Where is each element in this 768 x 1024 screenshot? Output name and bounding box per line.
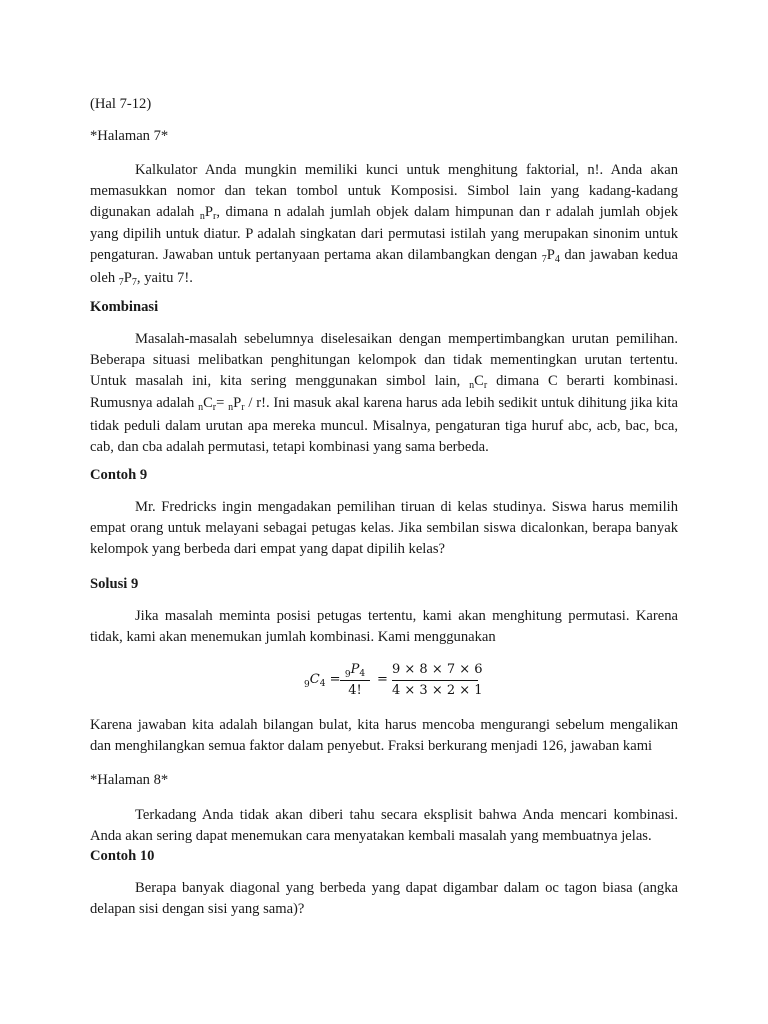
formula-equals: =: [377, 672, 388, 687]
section-heading-solusi-9: Solusi 9: [90, 576, 139, 592]
intro-paragraph: Kalkulator Anda mungkin memiliki kunci untuk menghitung faktorial, n!. Anda akan memasukkan nomor dan tekan tombol untuk Komposisi. Simbol lain yang kadang-kadang digunakan adalah $_nP_r$, dimana n adalah jumlah objek dalam himpunan dan r adalah jumlah objek yang dipilih untuk diatur. P adalah singkatan dari permutasi istilah yang merupakan sinonim untuk pengaturan. Jawaban untuk pertanyaan pertama akan dilambangkan dengan $_7P_4$ dan jawaban kedua oleh $_7P_7$, yaitu 7!.: [90, 162, 678, 288]
formula-fraction-permutation: $\frac{_9P_4}{4!}$: [340, 660, 370, 701]
formula-lhs: $_9C_4$ =: [304, 672, 341, 690]
7p7-symbol-prefix: 7: [118, 276, 124, 288]
solusi-9-paragraph: Jika masalah meminta posisi petugas tertentu, kami akan menghitung permutasi. Karena tidak, kami akan menemukan jumlah kombinasi. Kami menggunakan: [90, 608, 678, 645]
npr-symbol-prefix: n: [199, 210, 205, 222]
7p4-symbol-prefix: 7: [541, 254, 547, 266]
page-range: (Hal 7-12): [90, 96, 152, 112]
page-8-paragraph: Terkadang Anda tidak akan diberi tahu secara eksplisit bahwa Anda mencari kombinasi. Anda akan sering dapat menemukan cara menyatakan kembali masalah yang membuatnya jelas.: [90, 807, 678, 844]
formula-fraction-product: $\frac{9 \times 8 \times 7 \times 6}{4 \times 3 \times 2 \times 1}$: [392, 662, 483, 698]
solusi-9-after-formula: Karena jawaban kita adalah bilangan bulat, kita harus mencoba mengurangi sebelum mengalikan dan menghilangkan semua faktor dalam penyebut. Fraksi berkurang menjadi 126, jawaban kami: [90, 717, 678, 754]
contoh-10-paragraph: Berapa banyak diagonal yang berbeda yang dapat digambar dalam oc tagon biasa (angka delapan sisi dengan sisi yang sama)?: [90, 880, 678, 917]
section-heading-kombinasi: Kombinasi: [90, 299, 159, 315]
page-7-label: *Halaman 7*: [90, 128, 169, 144]
combination-formula: [300, 658, 490, 704]
contoh-9-paragraph: Mr. Fredricks ingin mengadakan pemilihan tiruan di kelas studinya. Siswa harus memilih empat orang untuk melayani sebagai petugas kelas. Jika sembilan siswa dicalonkan, berapa banyak kelompok yang berbeda dari empat yang dapat dipilih kelas?: [90, 499, 678, 557]
section-heading-contoh-9: Contoh 9: [90, 467, 148, 483]
page-8-label: *Halaman 8*: [90, 772, 169, 788]
kombinasi-paragraph: Masalah-masalah sebelumnya diselesaikan dengan mempertimbangkan urutan pemilihan. Beberapa situasi melibatkan penghitungan kelompok dan tidak mementingkan urutan tertentu. Untuk masalah ini, kita sering menggunakan simbol lain, $_nC_r$ dimana C berarti kombinasi. Rumusnya adalah $_nC_r= _nP_r / r$!. Ini masuk akal karena harus ada lebih sedikit untuk dihitung jika kita tidak peduli dalam urutan apa mereka muncul. Misalnya, pengaturan tiga huruf abc, acb, bac, bca, cab, dan cba adalah permutasi, tetapi kombinasi yang sama berbeda.: [90, 331, 678, 455]
section-heading-contoh-10: Contoh 10: [90, 848, 155, 864]
